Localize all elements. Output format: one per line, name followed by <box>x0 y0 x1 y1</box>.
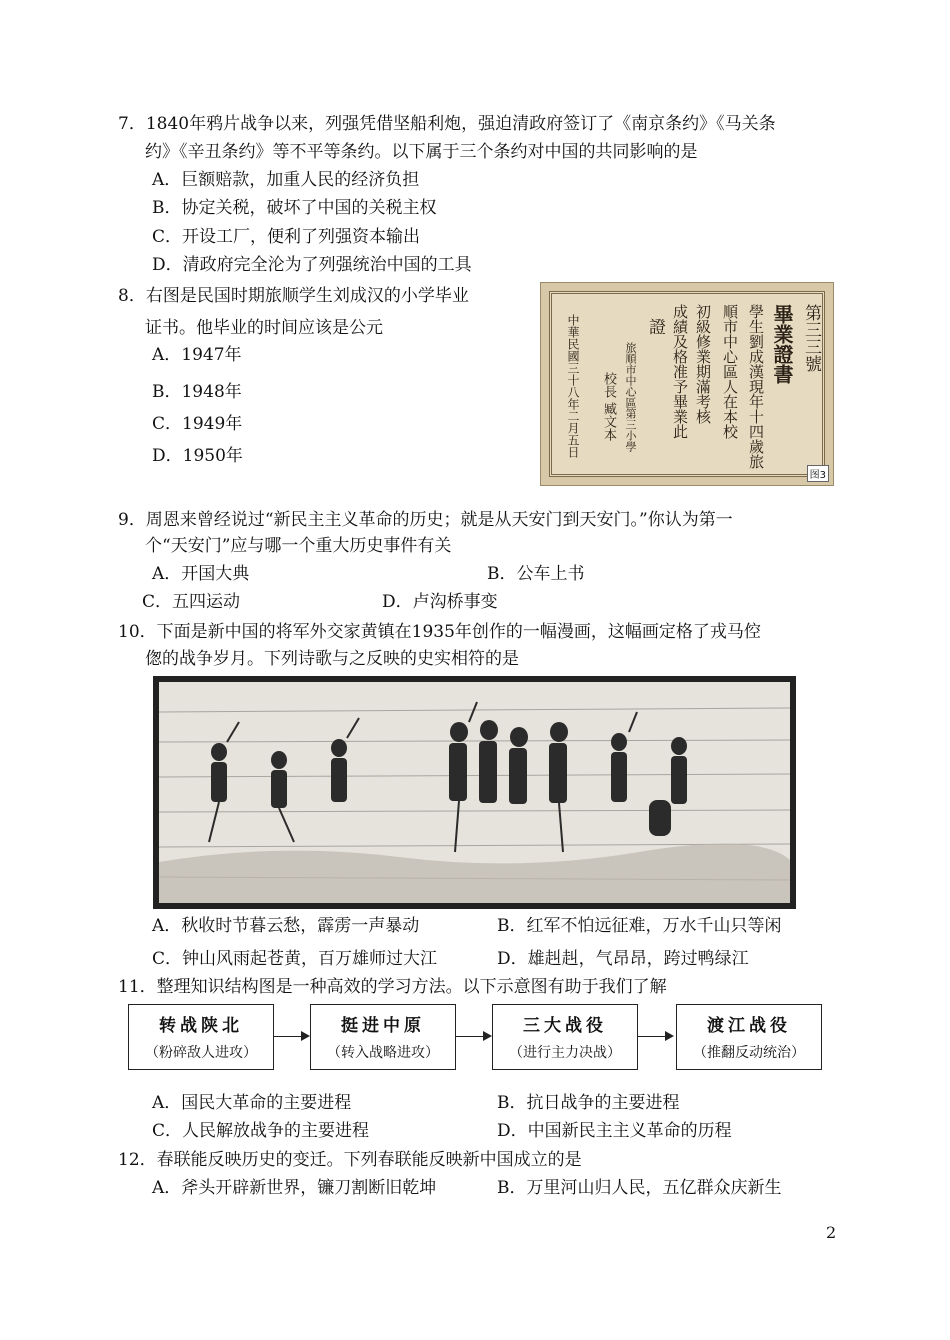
q7-stem-line2: 约》《辛丑条约》等不平等条约。以下属于三个条约对中国的共同影响的是 <box>145 142 698 162</box>
flow-arrow-2 <box>456 1036 490 1037</box>
q11-stem: 11．整理知识结构图是一种高效的学习方法。以下示意图有助于我们了解 <box>118 977 667 997</box>
q11-option-c[interactable]: C．人民解放战争的主要进程 <box>152 1121 370 1141</box>
war-cartoon-image <box>153 676 796 909</box>
flow-box-3 <box>492 1004 638 1070</box>
q8-option-b[interactable]: B．1948年 <box>152 382 242 402</box>
q9-stem-line2: 个“天安门”应与哪一个重大历史事件有关 <box>145 536 452 556</box>
flow-box-4 <box>676 1004 822 1070</box>
q10-stem-line1: 10．下面是新中国的将军外交家黄镇在1935年创作的一幅漫画，这幅画定格了戎马倥 <box>118 622 761 642</box>
q7-option-b[interactable]: B．协定关税，破坏了中国的关税主权 <box>152 198 437 218</box>
cert-text-2: 順市中心區人在本校 <box>721 304 739 439</box>
q7-stem-line1: 7．1840年鸦片战争以来，列强凭借坚船利炮，强迫清政府签订了《南京条约》《马关条 <box>118 114 776 134</box>
q9-option-a[interactable]: A．开国大典 <box>152 564 250 584</box>
q9-stem-line1: 9．周恩来曾经说过“新民主主义革命的历史；就是从天安门到天安门。”你认为第一 <box>118 510 733 530</box>
q8-option-c[interactable]: C．1949年 <box>152 414 243 434</box>
q9-option-d[interactable]: D．卢沟桥事变 <box>382 592 498 612</box>
flow-box-4-sub: （推翻反动统治） <box>693 1045 805 1061</box>
q9-option-b[interactable]: B．公车上书 <box>487 564 585 584</box>
page-number: 2 <box>826 1223 837 1242</box>
cert-text-3: 初級修業期滿考核 <box>694 304 712 424</box>
q7-option-a[interactable]: A．巨额赔款，加重人民的经济负担 <box>152 170 420 190</box>
q10-option-d[interactable]: D．雄赳赳，气昂昂，跨过鸭绿江 <box>497 949 749 969</box>
q11-option-d[interactable]: D．中国新民主主义革命的历程 <box>497 1121 732 1141</box>
flow-box-2 <box>310 1004 456 1070</box>
flow-box-3-title: 三大战役 <box>523 1016 607 1036</box>
cert-title: 畢業證書 <box>770 304 794 384</box>
graduation-certificate-image <box>540 282 834 486</box>
cert-text-5: 證 <box>645 318 665 335</box>
flow-arrow-3 <box>638 1036 672 1037</box>
q12-stem: 12．春联能反映历史的变迁。下列春联能反映新中国成立的是 <box>118 1150 582 1170</box>
q11-option-b[interactable]: B．抗日战争的主要进程 <box>497 1093 680 1113</box>
q10-stem-line2: 偬的战争岁月。下列诗歌与之反映的史实相符的是 <box>145 649 519 669</box>
figure-label: 图3 <box>807 465 829 482</box>
flow-box-1-title: 转战陕北 <box>159 1016 243 1036</box>
q7-option-c[interactable]: C．开设工厂，便利了列强资本输出 <box>152 227 421 247</box>
cert-number: 第三三號 <box>801 304 821 372</box>
flow-box-2-sub: （转入战略进攻） <box>327 1045 439 1061</box>
q7-option-d[interactable]: D．清政府完全沦为了列强统治中国的工具 <box>152 255 472 275</box>
q10-option-c[interactable]: C．钟山风雨起苍黄，百万雄师过大江 <box>152 949 438 969</box>
cert-school: 旅順市中心區第三小學 <box>624 342 637 452</box>
q8-option-a[interactable]: A．1947年 <box>152 345 242 365</box>
cert-text-1: 學生劉成漢現年十四歲旅 <box>747 304 765 469</box>
cert-date: 中華民國三十八年二月五日 <box>566 314 580 458</box>
q10-option-a[interactable]: A．秋收时节暮云愁，霹雳一声暴动 <box>152 916 420 936</box>
q12-option-a[interactable]: A．斧头开辟新世界，镰刀割断旧乾坤 <box>152 1178 437 1198</box>
q8-stem-line1: 8．右图是民国时期旅顺学生刘成汉的小学毕业 <box>118 286 469 306</box>
q11-option-a[interactable]: A．国民大革命的主要进程 <box>152 1093 352 1113</box>
flow-box-3-sub: （进行主力决战） <box>509 1045 621 1061</box>
cert-principal: 校長 臧文本 <box>601 372 616 442</box>
flow-box-2-title: 挺进中原 <box>341 1016 425 1036</box>
cartoon-sketch <box>159 682 790 903</box>
certificate-border <box>549 291 825 477</box>
q9-option-c[interactable]: C．五四运动 <box>142 592 241 612</box>
flow-box-1 <box>128 1004 274 1070</box>
flow-box-1-sub: （粉碎敌人进攻） <box>145 1045 257 1061</box>
q8-option-d[interactable]: D．1950年 <box>152 446 243 466</box>
flow-arrow-1 <box>274 1036 308 1037</box>
q10-option-b[interactable]: B．红军不怕远征难，万水千山只等闲 <box>497 916 782 936</box>
cert-text-4: 成績及格准予畢業此 <box>671 304 689 439</box>
flow-box-4-title: 渡江战役 <box>707 1016 791 1036</box>
q12-option-b[interactable]: B．万里河山归人民，五亿群众庆新生 <box>497 1178 782 1198</box>
q8-stem-line2: 证书。他毕业的时间应该是公元 <box>145 318 383 338</box>
